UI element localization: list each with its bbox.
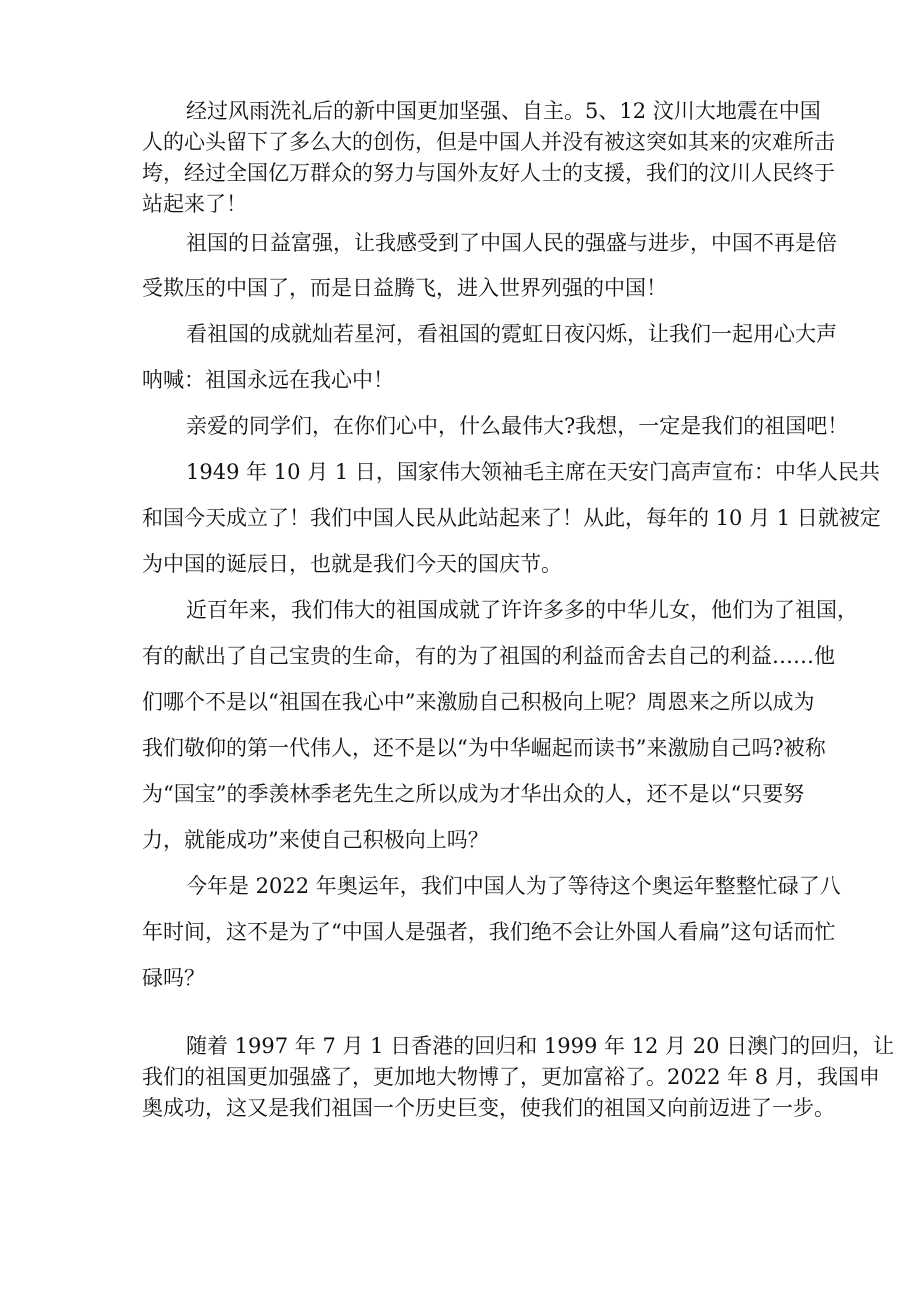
paragraph-3-line-1: 看祖国的成就灿若星河，看祖国的霓虹日夜闪烁，让我们一起用心大声 (186, 322, 837, 346)
paragraph-1-line-3: 垮，经过全国亿万群众的努力与国外友好人士的支援，我们的汶川人民终于 (142, 161, 835, 185)
paragraph-7-line-3: 碌吗？ (142, 966, 205, 990)
paragraph-8-line-1: 随着 1997 年 7 月 1 日香港的回归和 1999 年 12 月 20 日澳门的回归，让 (186, 1034, 895, 1058)
paragraph-6-line-2: 有的献出了自己宝贵的生命，有的为了祖国的利益而舍去自己的利益……他 (142, 644, 835, 668)
paragraph-7-line-2: 年时间，这不是为了“中国人是强者，我们绝不会让外国人看扁”这句话而忙 (142, 920, 836, 944)
paragraph-6-line-4: 我们敬仰的第一代伟人，还不是以“为中华崛起而读书”来激励自己吗?被称 (142, 736, 826, 760)
paragraph-6-line-6: 力，就能成功”来使自己积极向上吗？ (142, 828, 489, 852)
paragraph-1-line-4: 站起来了！ (142, 192, 247, 216)
paragraph-3-line-2: 呐喊：祖国永远在我心中！ (142, 368, 394, 392)
paragraph-8-line-3: 奥成功，这又是我们祖国一个历史巨变，使我们的祖国又向前迈进了一步。 (142, 1096, 835, 1120)
paragraph-6-line-1: 近百年来，我们伟大的祖国成就了许许多多的中华儿女，他们为了祖国， (186, 598, 858, 622)
paragraph-1-line-1: 经过风雨洗礼后的新中国更加坚强、自主。5、12 汶川大地震在中国 (186, 99, 821, 123)
paragraph-1-line-2: 人的心头留下了多么大的创伤，但是中国人并没有被这突如其来的灾难所击 (142, 130, 835, 154)
paragraph-7-line-1: 今年是 2022 年奥运年，我们中国人为了等待这个奥运年整整忙碌了八 (186, 874, 841, 898)
paragraph-5-line-3: 为中国的诞辰日，也就是我们今天的国庆节。 (142, 552, 562, 576)
paragraph-6-line-3: 们哪个不是以“祖国在我心中”来激励自己积极向上呢？周恩来之所以成为 (142, 690, 815, 714)
paragraph-8-line-2: 我们的祖国更加强盛了，更加地大物博了，更加富裕了。2022 年 8 月，我国申 (142, 1065, 880, 1089)
paragraph-4-line-1: 亲爱的同学们，在你们心中，什么最伟大?我想，一定是我们的祖国吧！ (186, 414, 849, 438)
paragraph-5-line-2: 和国今天成立了！我们中国人民从此站起来了！从此，每年的 10 月 1 日就被定 (142, 506, 881, 530)
paragraph-6-line-5: 为“国宝”的季羡林季老先生之所以成为才华出众的人，还不是以“只要努 (142, 782, 805, 806)
paragraph-2-line-2: 受欺压的中国了，而是日益腾飞，进入世界列强的中国！ (142, 276, 667, 300)
paragraph-2-line-1: 祖国的日益富强，让我感受到了中国人民的强盛与进步，中国不再是倍 (186, 231, 837, 255)
paragraph-5-line-1: 1949 年 10 月 1 日，国家伟大领袖毛主席在天安门高声宣布：中华人民共 (186, 460, 880, 484)
